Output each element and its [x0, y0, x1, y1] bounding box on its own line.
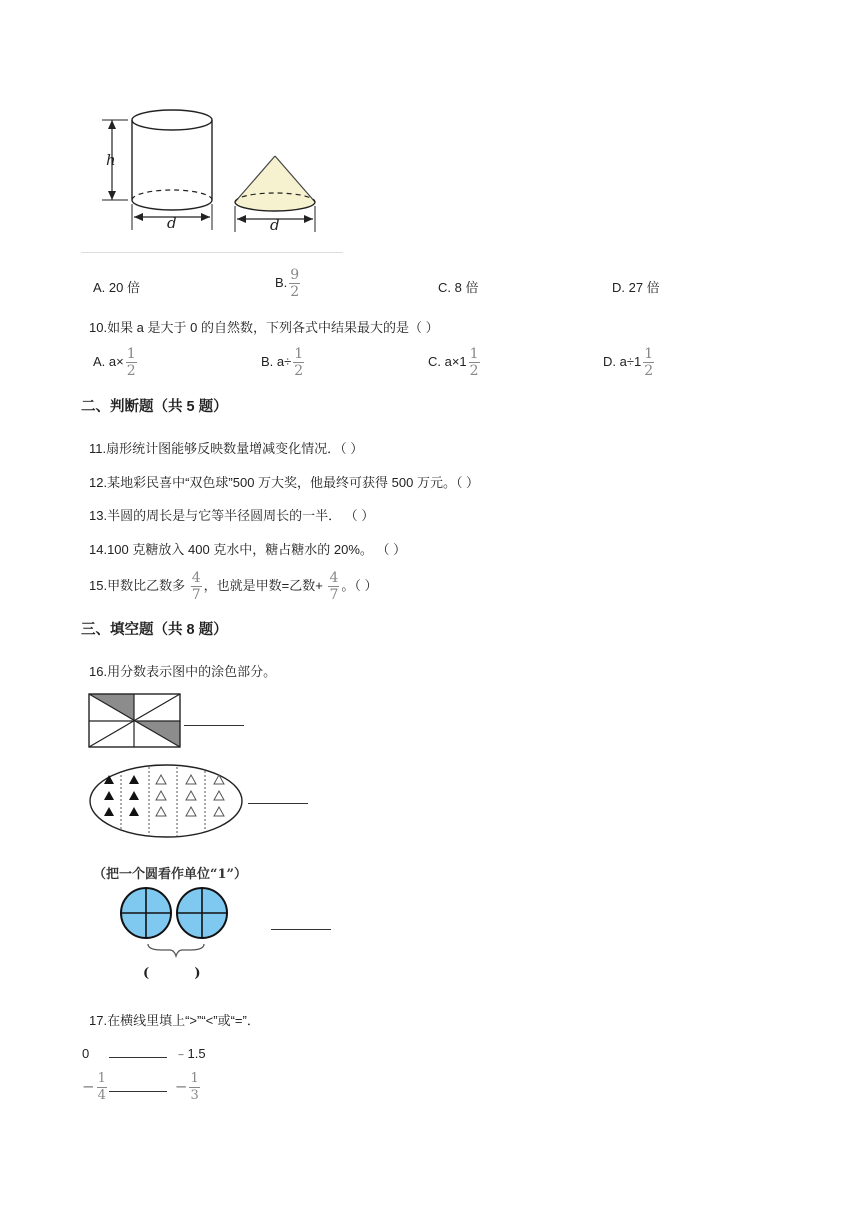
q12-text: 12.某地彩民喜中“双色球”500 万大奖，他最终可获得 500 万元。（ ）	[89, 475, 480, 490]
q9-option-b[interactable]	[275, 268, 302, 299]
q17-answer-blank-1[interactable]	[109, 1046, 167, 1058]
q10-option-b[interactable]: B. a÷ $\frac{1}{2}$	[261, 346, 304, 379]
label-d-cylinder: d	[167, 214, 177, 232]
q17-stem: 17.在横线里填上“>”“<”或“=”．	[89, 1013, 260, 1028]
q16-answer-blank-1[interactable]	[184, 714, 244, 725]
q16-answer-blank-3[interactable]	[271, 918, 331, 929]
circles-figure	[118, 886, 230, 958]
q11-text: 11.扇形统计图能够反映数量增减变化情况．（ ）	[89, 441, 364, 456]
q15-text: 15.甲数比乙数多 $\frac{4}{7}$ ，也就是甲数=乙数+ $\frac{4}{7}$ 。（ ）	[89, 570, 378, 603]
q9-option-c[interactable]: C. 8 倍	[438, 280, 479, 295]
q13-text: 13.半圆的周长是与它等半径圆周长的一半． （ ）	[89, 508, 375, 523]
q10-option-a[interactable]: A. a× $\frac{1}{2}$	[93, 346, 136, 379]
q10-option-d[interactable]: D. a÷1 $\frac{1}{2}$	[603, 346, 654, 379]
q9-option-a[interactable]: A. 20 倍	[93, 280, 140, 295]
q16-paren: ( )	[143, 966, 201, 981]
q9-option-b-fraction: $\frac{9}{2}$	[290, 267, 300, 300]
q10-option-c[interactable]: C. a×1 $\frac{1}{2}$	[428, 346, 479, 379]
q15-fraction-2: $\frac{4}{7}$	[329, 570, 339, 603]
q17-row-2: − $\frac{1}{4}$ − $\frac{1}{3}$	[82, 1071, 199, 1103]
q9-option-b-label: B.	[275, 274, 288, 290]
cylinder-cone-figure	[90, 100, 330, 240]
q10-stem: 10.如果 a 是大于 0 的自然数，下列各式中结果最大的是（ ）	[89, 320, 439, 335]
section-3-title: 三、填空题（共 8 题）	[81, 622, 228, 638]
q16-stem: 16.用分数表示图中的涂色部分。	[89, 664, 277, 679]
triangle-ellipse-figure	[88, 763, 244, 839]
figure-divider	[81, 252, 343, 253]
shaded-rectangle-figure	[88, 693, 182, 749]
q16-circle-caption: （把一个圆看作单位“1”）	[93, 867, 248, 882]
q17-row-1: 0 ﹣1.5	[82, 1046, 206, 1061]
label-h: h	[106, 151, 116, 169]
q16-answer-blank-2[interactable]	[248, 792, 308, 803]
q17-answer-blank-2[interactable]	[109, 1077, 167, 1092]
section-2-title: 二、判断题（共 5 题）	[81, 399, 228, 415]
q14-text: 14.100 克糖放入 400 克水中，糖占糖水的 20%。 （ ）	[89, 542, 407, 557]
label-d-cone: d	[270, 216, 280, 234]
q15-fraction-1: $\frac{4}{7}$	[191, 570, 201, 603]
q9-option-d[interactable]: D. 27 倍	[612, 280, 660, 295]
